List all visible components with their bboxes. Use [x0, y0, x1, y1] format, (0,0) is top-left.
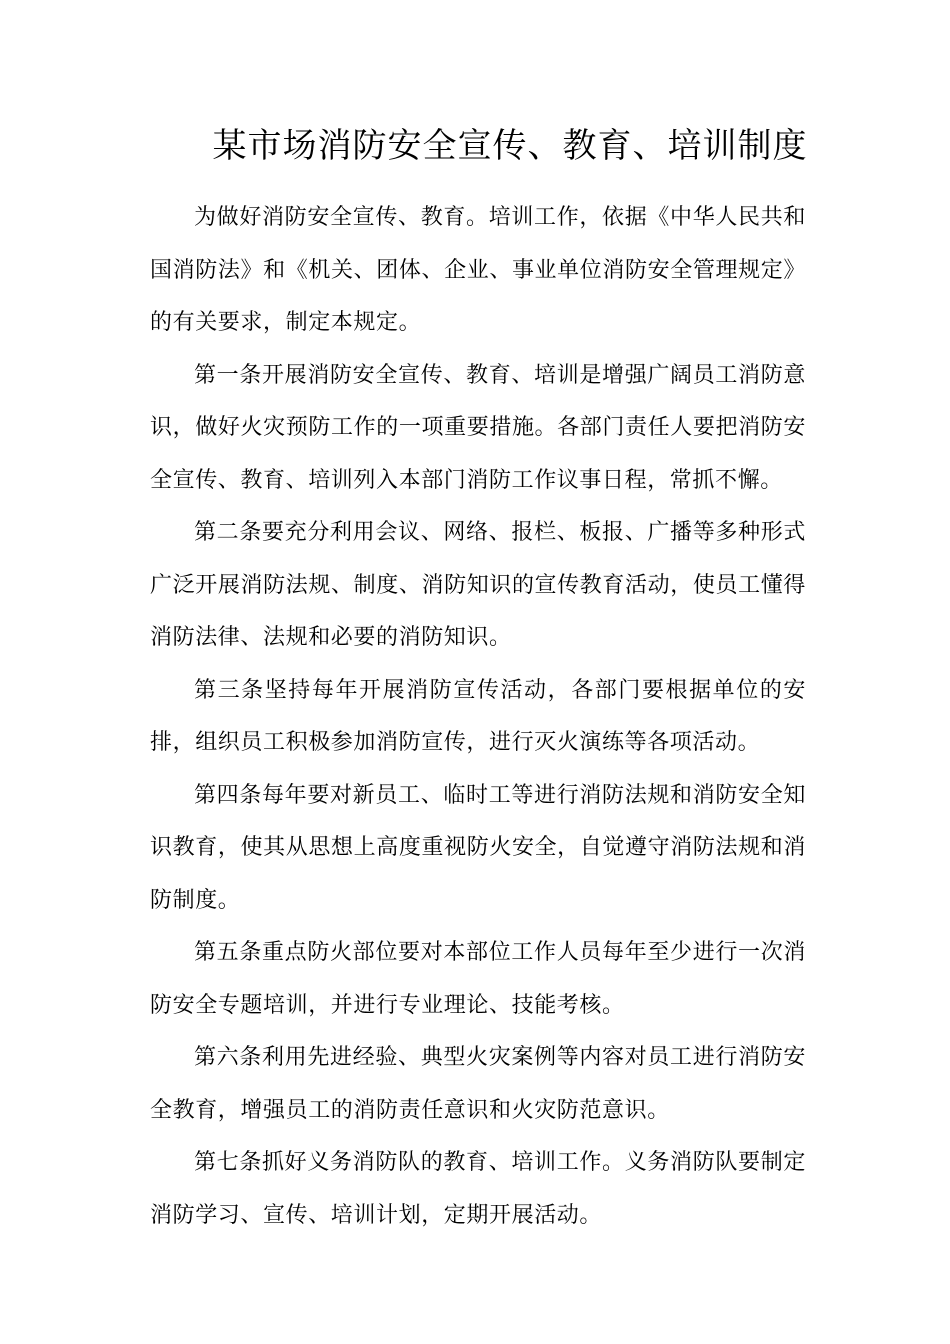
paragraph-article-1: 第一条开展消防安全宣传、教育、培训是增强广阔员工消防意识，做好火灾预防工作的一项重要措施。各部门责任人要把消防安全宣传、教育、培训列入本部门消防工作议事日程，常抓不懈。	[150, 362, 806, 493]
paragraph-article-3: 第三条坚持每年开展消防宣传活动，各部门要根据单位的安排，组织员工积极参加消防宣传，进行灭火演练等各项活动。	[150, 677, 806, 755]
paragraph-article-2: 第二条要充分利用会议、网络、报栏、板报、广播等多种形式广泛开展消防法规、制度、消防知识的宣传教育活动，使员工懂得消防法律、法规和必要的消防知识。	[150, 520, 806, 650]
document-body	[150, 192, 806, 1242]
paragraph-article-6: 第六条利用先进经验、典型火灾案例等内容对员工进行消防安全教育，增强员工的消防责任意识和火灾防范意识。	[150, 1045, 806, 1123]
paragraph-article-4: 第四条每年要对新员工、临时工等进行消防法规和消防安全知识教育，使其从思想上高度重视防火安全，自觉遵守消防法规和消防制度。	[150, 782, 806, 913]
document-title: 某市场消防安全宣传、教育、培训制度	[212, 126, 808, 166]
paragraph-intro: 为做好消防安全宣传、教育。培训工作，依据《中华人民共和国消防法》和《机关、团体、企业、事业单位消防安全管理规定》的有关要求，制定本规定。	[150, 205, 806, 335]
paragraph-article-7: 第七条抓好义务消防队的教育、培训工作。义务消防队要制定消防学习、宣传、培训计划，定期开展活动。	[150, 1150, 806, 1228]
paragraph-article-5: 第五条重点防火部位要对本部位工作人员每年至少进行一次消防安全专题培训，并进行专业理论、技能考核。	[150, 940, 806, 1018]
